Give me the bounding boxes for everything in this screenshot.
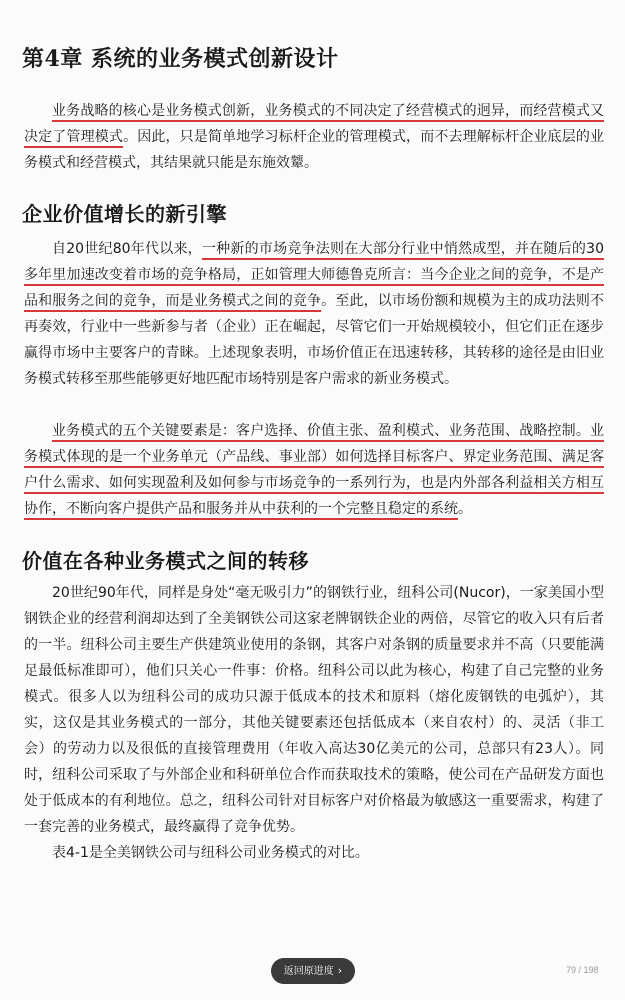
paragraph-2 xyxy=(24,236,604,392)
back-to-progress-button[interactable] xyxy=(271,958,355,984)
paragraph-2-text: 。至此，以市场份额和规模为主的成功法则不再奏效，行业中一些新参与者（企业）正在崛起，尽管它们一开始规模较小，但它们正在逐步赢得市场中主要客户的青睐。上述现象表明，市场价值正在迅速转移，其转移的途径是由旧业务模式转移至那些能够更好地匹配市场特别是客户需求的新业务模式。 xyxy=(24,293,605,387)
paragraph-3 xyxy=(24,418,604,522)
paragraph-2-lead: 自20世纪80年代以来， xyxy=(52,241,202,257)
section-title-2: 价值在各种业务模式之间的转移 xyxy=(22,549,309,573)
chevron-right-icon: › xyxy=(337,964,343,977)
highlight-1[interactable]: 业务战略的核心是业务模式创新，业务模式的不同决定了经营模式的迥异，而经营模式又决定了管理模式 xyxy=(24,103,604,145)
highlight-3[interactable]: 业务模式的五个关键要素是：客户选择、价值主张、盈利模式、业务范围、战略控制。业务模式体现的是一个业务单元（产品线、事业部）如何选择目标客户、界定业务范围、满足客户什么需求、如何实现盈利及如何参与市场竞争的一系列行为，也是内外部各利益相关方相互协作，不断向客户提供产品和服务并从中获利的一个完整且稳定的系统 xyxy=(24,423,604,517)
paragraph-1-text: 。因此，只是简单地学习标杆企业的管理模式，而不去理解标杆企业底层的业务模式和经营模式，其结果就只能是东施效颦。 xyxy=(24,129,605,171)
section-title-1: 企业价值增长的新引擎 xyxy=(22,202,227,226)
page-indicator: 79 / 198 xyxy=(566,965,599,975)
highlight-2[interactable]: 一种新的市场竞争法则在大部分行业中悄然成型，并在随后的30多年里加速改变着市场的竞争格局，正如管理大师德鲁克所言：当今企业之间的竞争，不是产品和服务之间的竞争，而是业务模式之间的竞争 xyxy=(24,241,604,309)
back-button-label: 返回原进度 xyxy=(283,966,334,977)
chapter-title: 第4章 系统的业务模式创新设计 xyxy=(22,46,339,72)
paragraph-1 xyxy=(24,98,604,176)
paragraph-5: 表4-1是全美钢铁公司与纽科公司业务模式的对比。 xyxy=(52,845,369,861)
paragraph-3-text: 。 xyxy=(458,501,472,517)
paragraph-4: 20世纪90年代，同样是身处“毫无吸引力”的钢铁行业，纽科公司(Nucor)，一家美国小型钢铁企业的经营利润却达到了全美钢铁公司这家老牌钢铁企业的两倍，尽管它的收入只有后者的一半。纽科公司主要生产供建筑业使用的条钢，其客户对条钢的质量要求并不高（只要能满足最低标准即可），他们只关心一件事：价格。纽科公司以此为核心，构建了自己完整的业务模式。很多人以为纽科公司的成功只源于低成本的技术和原料（熔化废钢铁的电弧炉），其实，这仅是其业务模式的一部分，其他关键要素还包括低成本（来自农村）的、灵活（非工会）的劳动力以及很低的直接管理费用（年收入高达30亿美元的公司，总部只有23人）。同时，纽科公司采取了与外部企业和科研单位合作而获取技术的策略，使公司在产品研发方面也处于低成本的有利地位。总之，纽科公司针对目标客户对价格最为敏感这一重要需求，构建了一套完善的业务模式，最终赢得了竞争优势。 xyxy=(24,585,604,835)
